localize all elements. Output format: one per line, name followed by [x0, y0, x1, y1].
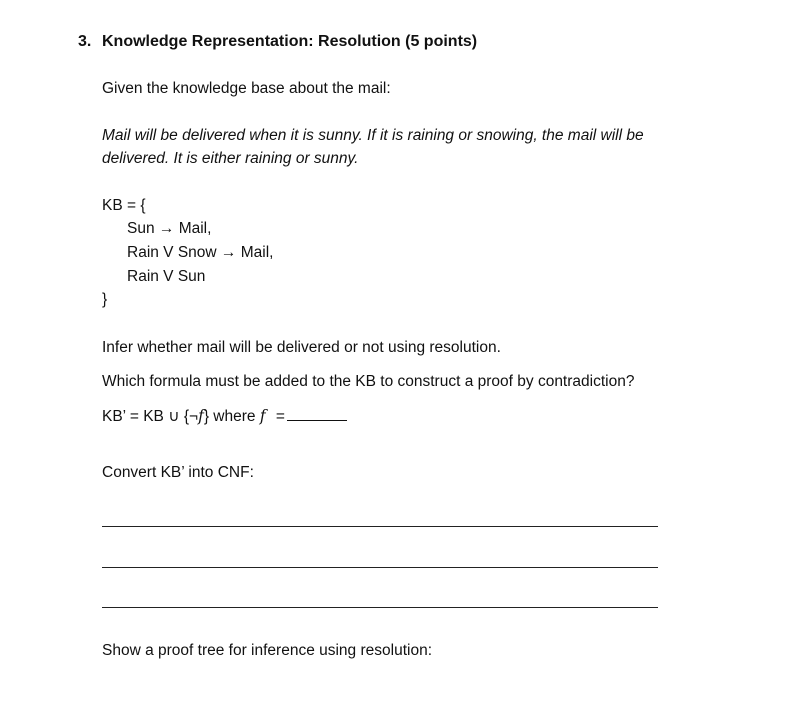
- story-line-1: Mail will be delivered when it is sunny. If it is raining or snowing, the mail will be: [102, 127, 644, 144]
- convert-text: Convert KB’ into CNF:: [102, 464, 254, 481]
- story-line-2: delivered. It is either raining or sunny.: [102, 150, 359, 167]
- kb-item-2: Rain V Snow → Mail,: [127, 244, 274, 261]
- proof-tree-text: Show a proof tree for inference using resolution:: [102, 642, 432, 659]
- kb-prime-middle: } where: [203, 408, 256, 425]
- kb-prime-var2: f: [259, 407, 266, 425]
- infer-text: Infer whether mail will be delivered or not using resolution.: [102, 339, 501, 356]
- intro-text: Given the knowledge base about the mail:: [102, 80, 391, 97]
- kb-prime-prefix: KB’ = KB ∪ {¬: [102, 408, 199, 425]
- kb-prime-eq: =: [275, 408, 285, 425]
- kb-prime-var: f: [198, 407, 204, 425]
- question-title: Knowledge Representation: Resolution (5 points): [102, 33, 478, 50]
- kb-prime-line: [102, 406, 347, 426]
- formula-answer-blank[interactable]: [287, 406, 347, 421]
- kb-close: }: [102, 291, 108, 308]
- cnf-answer-line-1[interactable]: [102, 526, 658, 527]
- which-formula-text: Which formula must be added to the KB to construct a proof by contradiction?: [102, 373, 635, 390]
- question-number: 3.: [78, 33, 92, 50]
- cnf-answer-line-2[interactable]: [102, 567, 658, 568]
- kb-item-3: Rain V Sun: [127, 268, 206, 285]
- kb-item-1: Sun → Mail,: [127, 220, 212, 237]
- kb-open: KB = {: [102, 197, 146, 214]
- cnf-answer-line-3[interactable]: [102, 607, 658, 608]
